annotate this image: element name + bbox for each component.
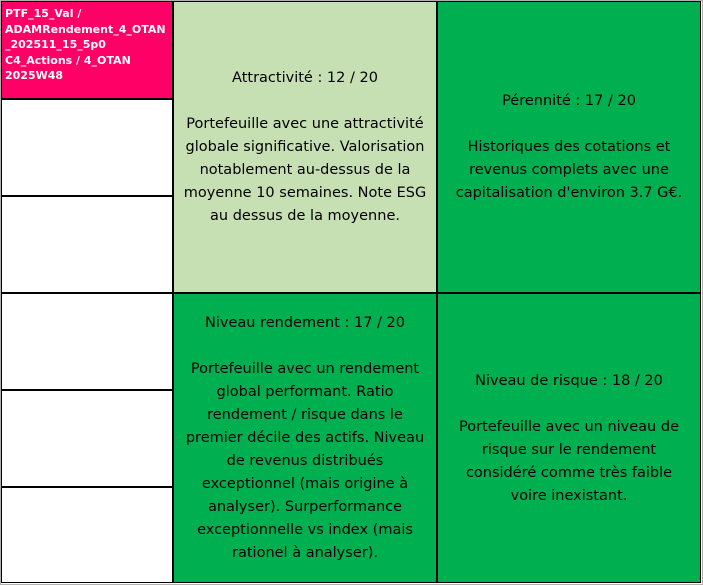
perennite-desc-line: revenus complets avec une (469, 162, 669, 178)
rendement-desc-line: exceptionnel (mais origine à (201, 475, 409, 492)
attractivite-panel[interactable] (173, 1, 437, 293)
rendement-desc-line: premier décile des actifs. Niveau (185, 429, 425, 446)
empty-cell[interactable] (1, 196, 173, 293)
portfolio-title-line: C4_Actions / 4_OTAN (5, 53, 131, 67)
attractivite-heading: Attractivité : 12 / 20 (232, 69, 378, 86)
perennite-desc-line: Historiques des cotations et (467, 139, 671, 155)
portfolio-title-line: 2025W48 (5, 69, 64, 83)
portfolio-title-line: ADAMRendement_4_OTAN (5, 22, 166, 36)
portfolio-title-line: PTF_15_Val / (5, 7, 82, 20)
risque-desc-line: voire inexistant. (510, 488, 628, 504)
rendement-panel[interactable] (173, 293, 437, 583)
rendement-desc-line: global performant. Ratio (216, 383, 394, 400)
rendement-desc-line: rendement / risque dans le (207, 406, 403, 423)
portfolio-title-line: _202511_15_5p0 (5, 38, 106, 52)
perennite-heading: Pérennité : 17 / 20 (502, 93, 636, 109)
attractivite-desc-line: globale significative. Valorisation (185, 138, 425, 155)
rendement-desc-line: rationel à analyser). (232, 544, 378, 561)
portfolio-title-cell[interactable] (1, 1, 173, 99)
attractivite-desc-line: au dessus de la moyenne. (210, 207, 400, 224)
perennite-panel[interactable] (437, 1, 701, 293)
rendement-desc-line: Portefeuille avec un rendement (190, 360, 420, 377)
rendement-desc-line: de revenus distribués (226, 452, 384, 469)
empty-cell[interactable] (1, 99, 173, 196)
rendement-desc-line: exceptionnelle vs index (mais (197, 521, 413, 538)
empty-cell[interactable] (1, 487, 173, 583)
rendement-heading: Niveau rendement : 17 / 20 (205, 314, 405, 331)
attractivite-desc-line: notablement au-dessus de la (199, 161, 411, 178)
empty-cell[interactable] (1, 390, 173, 487)
perennite-desc-line: capitalisation d'environ 3.7 G€. (455, 185, 683, 201)
risque-heading: Niveau de risque : 18 / 20 (475, 373, 663, 389)
empty-cell[interactable] (1, 293, 173, 390)
risque-panel[interactable] (437, 293, 701, 583)
rendement-desc-line: analyser). Surperformance (207, 498, 403, 515)
risque-desc-line: considéré comme très faible (465, 465, 673, 481)
attractivite-desc-line: Portefeuille avec une attractivité (186, 115, 424, 132)
attractivite-desc-line: moyenne 10 semaines. Note ESG (183, 184, 427, 201)
risque-desc-line: Portefeuille avec un niveau de (459, 419, 679, 435)
risque-desc-line: risque sur le rendement (481, 442, 657, 458)
